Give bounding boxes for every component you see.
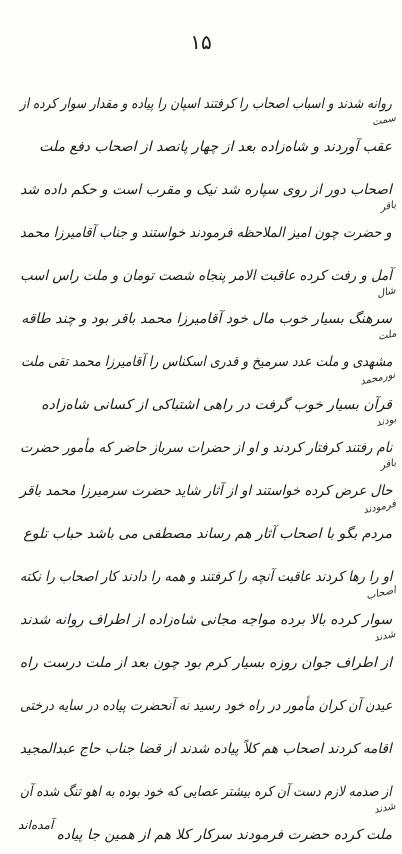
manuscript-line [14,498,397,543]
margin-note: نورمحمد [359,369,397,388]
manuscript-line [14,672,392,715]
manuscript-line [14,543,392,586]
manuscript-line-text: روانه شدند و اسباب اصحاب را کرفتند اسپان را پیاده و مقدار سوار کرده از [20,95,392,112]
margin-note: شدند [373,800,397,817]
manuscript-line-text: او را رها کردند عاقبت آنچه را کرفتند و همه را دادند کار اصحاب را نکته [19,568,392,585]
manuscript-line-text: ملت کرده حضرت فرمودند سرکار کلا هم از همین جا پیاده [56,826,392,843]
page-number: ۱۵ [190,30,212,54]
manuscript-line-text: اقامه کردند اصحاب هم کلاً پیاده شدند از قضا جناب حاج عبدالمجید [20,740,392,757]
manuscript-line [14,584,397,629]
margin-note: بودند [374,413,397,430]
margin-note: سمت [371,112,397,129]
margin-note: شال [376,285,397,300]
manuscript-line-text: سوار کرده بالا برده مواجه مجانی شاه‌زاده از اطراف روانه شدند [20,611,392,628]
manuscript-body [14,70,397,844]
manuscript-line [14,70,392,113]
manuscript-line [14,242,392,285]
manuscript-line-text: قرآن بسیار خوب گرفت در راهی اشتباکی از کسانی شاه‌زاده [41,396,392,413]
manuscript-line [14,628,397,672]
margin-note: باقر [378,199,397,214]
manuscript-line-text: عیدن آن کران مأمور در راه خود رسید نه آنحضرت پیاده در سایه درختی [19,697,392,714]
manuscript-line-text: و حضرت چون امیز الملاحظه فرمودند خواستند و جناب آقامیرزا محمد [20,224,392,241]
manuscript-line [14,285,397,328]
manuscript-line [14,156,392,199]
manuscript-line [14,328,397,371]
manuscript-line [14,715,392,758]
manuscript-line-text: از اطراف جوان روزه بسیار کرم بود چون بعد از ملت درست راه [19,654,392,671]
manuscript-line-text: نام رفتند کرفتار کردند و او از حضرات سرباز حاضر که مأمور حضرت [19,439,392,456]
manuscript-line-text: از صدمه لازم دست آن کره بیشتر عصایی که خود بوده به اهو تنگ شده آن [20,783,392,800]
margin-note: باقر [378,457,397,472]
margin-note: شدند [373,628,397,645]
manuscript-line-text: سرهنگ بسیار خوب مال خود آقامیرزا محمد باقر بود و چند طاقه [21,310,392,327]
manuscript-line [14,199,397,242]
manuscript-line [14,758,392,801]
manuscript-line [14,369,397,414]
margin-note: اصحاب [364,584,397,603]
manuscript-line-text: اصحاب دور از روی سپاره شد نیک و مقرب است و حکم داده شد [20,181,392,198]
manuscript-line [14,413,397,457]
manuscript-line [14,112,397,156]
manuscript-line-text: مشهدی و ملت عدد سرمیخ و قدری اسکناس را آقامیرزا محمد تقی ملت [20,353,392,370]
margin-note: فرمودند [361,498,397,517]
manuscript-line-text: عقب آوردند و شاه‌زاده بعد از چهار پانصد از اصحاب دفع ملت [39,138,392,155]
manuscript-line-text: حال عرض کرده خواستند او از آثار شاید حضرت سرمیرزا محمد باقر [19,482,392,499]
manuscript-line [14,457,397,500]
catchword: آمده‌اند [18,818,54,832]
manuscript-line-text: مردم بگو با اصحاب آثار هم رساند مصطفی می باشد حباب تلوع [23,525,392,542]
manuscript-line-text: آمل و رفت کرده عاقبت الامر پنجاه شصت تومان و ملت راس اسب [20,267,392,284]
margin-note: ملت [376,328,397,343]
manuscript-line [14,800,397,844]
